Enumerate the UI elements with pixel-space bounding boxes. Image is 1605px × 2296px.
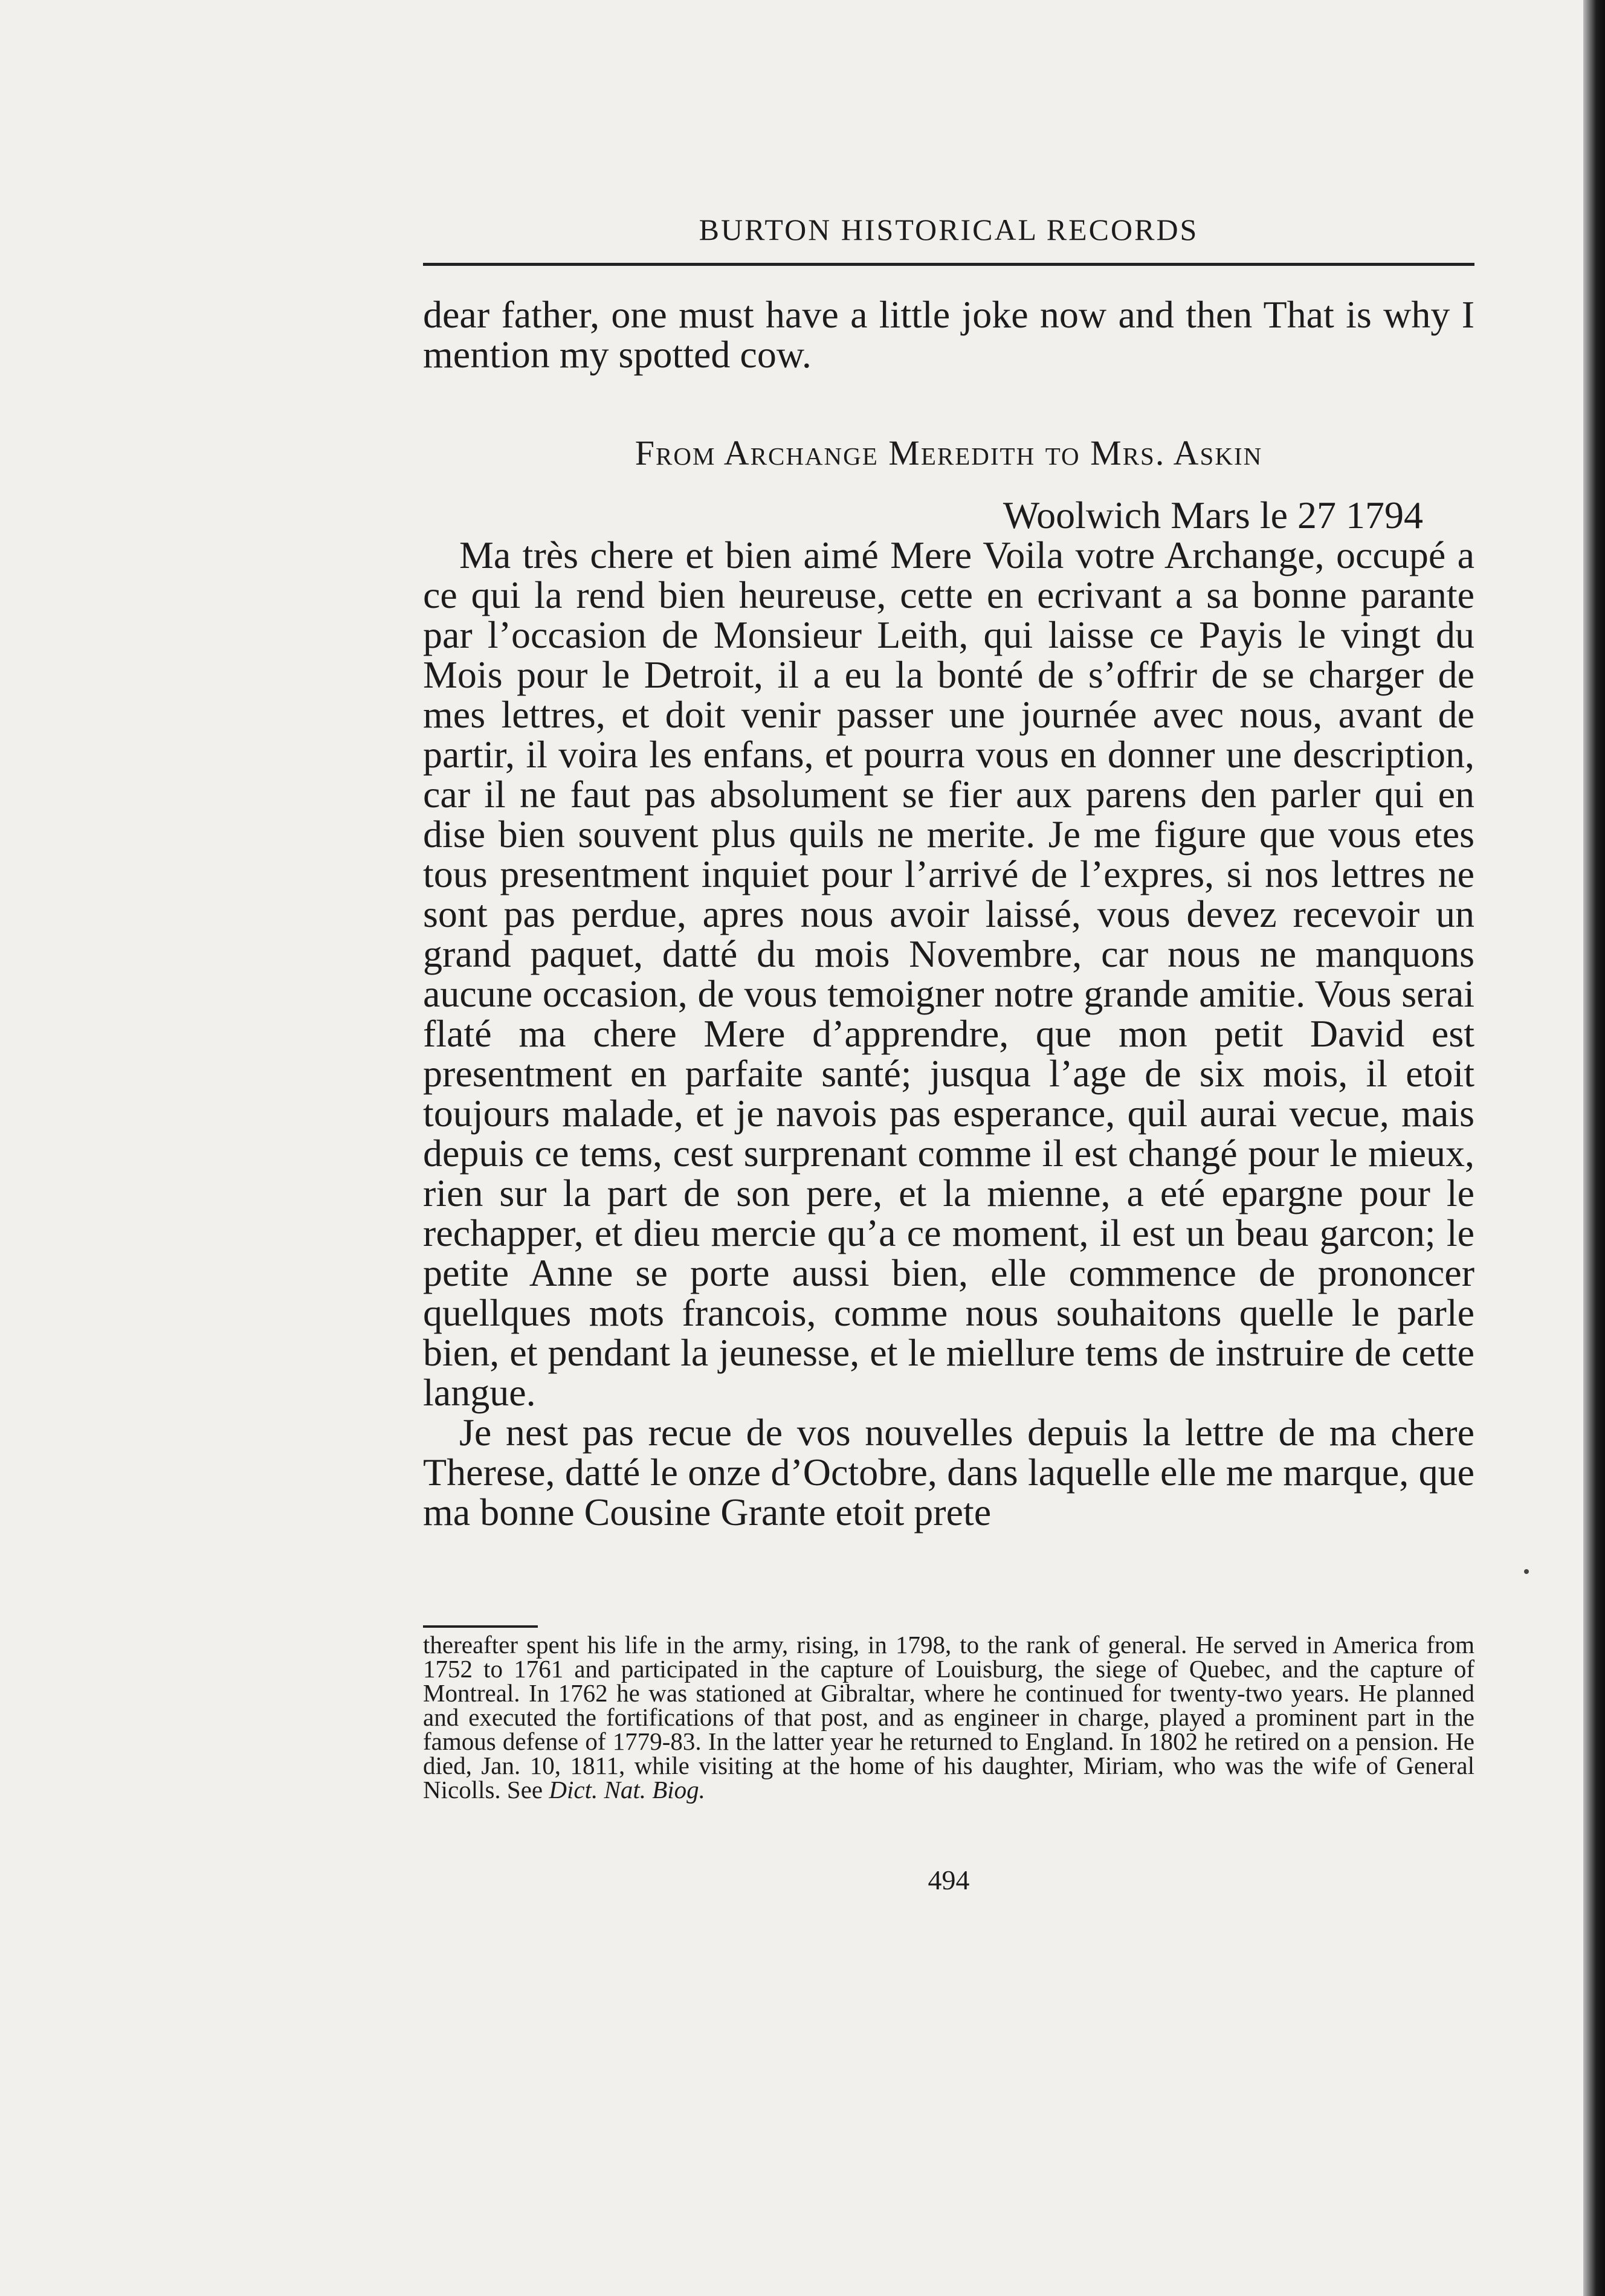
page-header [423, 208, 1474, 266]
footnote [423, 1633, 1474, 1802]
footnote-text: thereafter spent his life in the army, rising, in 1798, to the rank of general. He served in America from 1752 to 1761 and participated in the capture of Louisburg, the siege of Quebec, and the capture of Montreal. In 1762 he was stationed at Gibraltar, where he continued for twenty-two years. He planned and executed the fortifications of that post, and as engineer in charge, played a prominent part in the famous defense of 1779-83. In the latter year he returned to England. In 1802 he retired on a pension. He died, Jan. 10, 1811, while visiting at the home of his daughter, Miriam, who was the wife of General Nicolls. See [423, 1631, 1474, 1804]
letter-dateline: Woolwich Mars le 27 1794 [1003, 494, 1423, 537]
footnote-paragraph [423, 1633, 1474, 1802]
footnote-citation: Dict. Nat. Biog. [549, 1776, 705, 1804]
scan-edge-shadow [1583, 0, 1605, 2296]
page-number: 494 [928, 1865, 970, 1895]
continued-paragraph [423, 295, 1474, 375]
paper-speck [1524, 1569, 1529, 1574]
footnote-rule [423, 1625, 538, 1628]
letter-paragraph: Je nest pas recue de vos nouvelles depuis la lettre de ma chere Therese, datté le onze d’Octobre, dans laquelle elle me marque, que ma bonne Cousine Grante etoit prete [423, 1411, 1474, 1533]
running-head: BURTON HISTORICAL RECORDS [699, 213, 1199, 247]
letter-body [423, 535, 1474, 1532]
letter-paragraph: Ma très chere et bien aimé Mere Voila votre Archange, occupé a ce qui la rend bien heureuse, cette en ecrivant a sa bonne parante par l’occasion de Monsieur Leith, qui laisse ce Payis le vingt du Mois pour le Detroit, il a eu la bonté de s’offrir de se charger de mes lettres, et doit venir passer une journée avec nous, avant de partir, il voira les enfans, et pourra vous en donner une description, car il ne faut pas absolument se fier aux parens den parler qui en dise bien souvent plus quils ne merite. Je me figure que vous etes tous presentment inquiet pour l’arrivé de l’expres, si nos lettres ne sont pas perdue, apres nous avoir laissé, vous devez recevoir un grand paquet, datté du mois Novembre, car nous ne manquons aucune occasion, de vous temoigner notre grande amitie. Vous serai flaté ma chere Mere d’apprendre, que mon petit David est presentment en parfaite santé; jusqua l’age de six mois, il etoit toujours malade, et je navois pas esperance, quil aurai vecue, mais depuis ce tems, cest surprenant comme il est changé pour le mieux, rien sur la part de son pere, et la mienne, a eté epargne pour le rechapper, et dieu mercie qu’a ce moment, il est un beau garcon; le petite Anne se porte aussi bien, elle commence de prononcer quellques mots francois, comme nous souhaitons quelle le parle bien, et pendant la jeunesse, et le miellure tems de instruire de cette langue. [423, 534, 1474, 1414]
continued-text: dear father, one must have a little joke now and then That is why I mention my spotted cow. [423, 293, 1474, 376]
letter-heading: From Archange Meredith to Mrs. Askin [635, 433, 1263, 472]
